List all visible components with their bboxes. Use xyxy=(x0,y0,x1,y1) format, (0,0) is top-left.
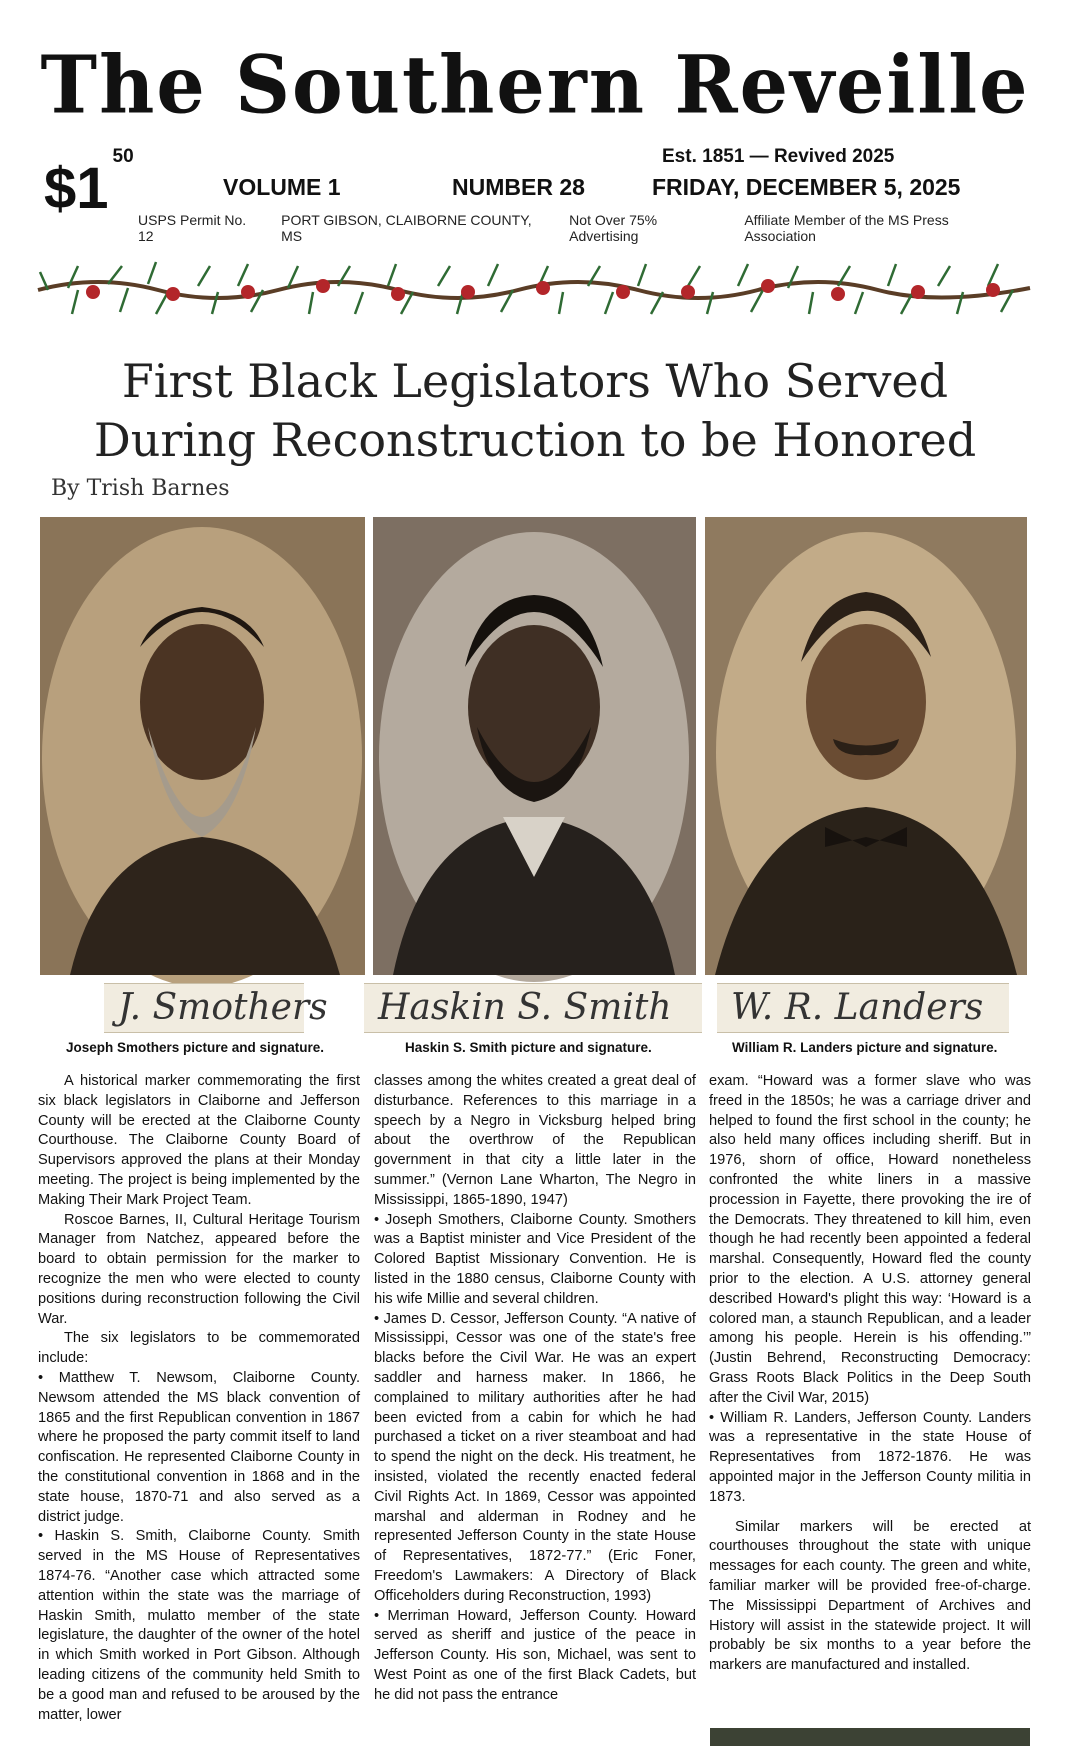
affiliate-text: Affiliate Member of the MS Press Association xyxy=(744,212,949,244)
portrait-smothers xyxy=(40,517,365,975)
paragraph: Similar markers will be erected at courthouses throughout the state with unique messages for each county. The green and white, familiar marker will be provided free-of-charge. The Mississippi Department of Archives and History will assist in the statewide project. It will probably be six months to a year before the markers are manufactured and installed. xyxy=(709,1518,1031,1674)
byline: By Trish Barnes xyxy=(51,476,230,501)
list-item: • Matthew T. Newsom, Claiborne County. Newsom attended the MS black convention of 1865 and the first Republican convention in 1867 where he proposed the party commit itself to land confiscation. He represented Claiborne County in the constitutional convention in 1868 and in the state house, 1870-71 and also served as a district judge. xyxy=(38,1369,360,1525)
headline-line-1: First Black Legislators Who Served xyxy=(121,354,949,408)
advertising-text: Not Over 75% Advertising xyxy=(569,212,658,244)
caption-smothers: Joseph Smothers picture and signature. xyxy=(66,1040,325,1055)
price-dollars: $1 xyxy=(44,156,109,221)
volume: VOLUME 1 xyxy=(223,174,341,200)
paragraph: Roscoe Barnes, II, Cultural Heritage Tourism Manager from Natchez, appeared before the board to obtain permission for the marker to recognize the men who were elected to county positions during reconstruction following the Civil War. xyxy=(38,1211,360,1327)
price xyxy=(44,145,134,221)
list-item: • Haskin S. Smith, Claiborne County. Smith served in the MS House of Representatives 1874-76. “Another case which attracted some attention within the state was the marriage of Haskin Smith, mulatto member of the state legislature, the daughter of the owner of the hotel in which Smith worked in Port Gibson. Although leading citizens of the community held Smith to be a good man and refused to be aroused by the matter, lower xyxy=(38,1528,360,1723)
list-item: • Joseph Smothers, Claiborne County. Smothers was a Baptist minister and Vice President of the Colored Baptist Missionary Convention. He is listed in the 1880 census, Claiborne County with his wife Millie and several children. xyxy=(374,1211,696,1307)
article-column-3 xyxy=(709,1072,1031,1676)
signature-smith: Haskin S. Smith xyxy=(364,983,702,1033)
portrait-landers xyxy=(705,517,1027,975)
portrait-smith xyxy=(373,517,696,975)
issue-date: FRIDAY, DECEMBER 5, 2025 xyxy=(652,174,961,200)
article-column-1 xyxy=(38,1072,360,1725)
masthead-title: The Southern Reveille xyxy=(40,37,1030,132)
location-text: PORT GIBSON, CLAIBORNE COUNTY, MS xyxy=(281,212,532,244)
signature-smothers: J. Smothers xyxy=(104,983,304,1033)
holiday-garland xyxy=(38,250,1030,332)
paragraph: exam. “Howard was a former slave who was freed in the 1850s; he was a carriage driver and helped to found the first school in the county; he also held many offices including sheriff. But in 1976, shorn of office, Howard nonetheless confronted the white liners in a massive procession in Fayette, there provoking the ire of the Democrats. They threatened to kill him, even though he had recently been appointed a federal marshal. Consequently, Howard fled the county prior to the election. A U.S. attorney general described Howard's plight this way: ‘Howard is a colored man, a staunch Republican, and a leader among his people. Herein is his offending.’” (Justin Behrend, Reconstructing Democracy: Grass Roots Black Politics in the Deep South after the Civil War, 2015) xyxy=(709,1073,1031,1406)
headline-line-2: During Reconstruction to be Honored xyxy=(93,413,977,467)
list-item: • James D. Cessor, Jefferson County. “A native of Mississippi, Cessor was one of the state's free blacks before the Civil War. He was an expert saddler and harness maker. In 1866, he complained to military authorities after he had been evicted from a cabin for which he had purchased a ticket on a river steamboat and had to spend the night on the deck. His treatment, he insisted, violated the recently enacted federal Civil Rights Act. In 1869, Cessor was appointed marshal and alderman in Rodney and he represented Jefferson County in the state House of Representatives, 1872-77.” (Eric Foner, Freedom's Lawmakers: A Directory of Black Officeholders during Reconstruction, 1993) xyxy=(374,1310,696,1604)
price-cents: 50 xyxy=(112,145,134,167)
list-item: • William R. Landers, Jefferson County. Landers was a representative in the state House of Representatives from 1872-1876. He was appointed major in the Jefferson County militia in 1873. xyxy=(709,1409,1031,1505)
caption-landers: William R. Landers picture and signature. xyxy=(732,1040,998,1055)
issue-number: NUMBER 28 xyxy=(452,174,585,200)
paragraph: A historical marker commemorating the first six black legislators in Claiborne and Jefferson County will be erected at the Claiborne County Courthouse. The Claiborne County Board of Supervisors approved the plans at their Monday meeting. The project is being implemented by the Making Their Mark Project Team. xyxy=(38,1073,360,1208)
article-column-2 xyxy=(374,1072,696,1706)
established-line: Est. 1851 — Revived 2025 xyxy=(662,146,895,167)
headline xyxy=(40,352,1030,470)
permit-line xyxy=(138,212,1018,244)
signature-landers: W. R. Landers xyxy=(717,983,1009,1033)
list-item: • Merriman Howard, Jefferson County. Howard served as sheriff and justice of the peace in Jefferson County. His son, Michael, was sent to West Point as one of the first Black Cadets, but he did not pass the entrance xyxy=(374,1607,696,1703)
paragraph: The six legislators to be commemorated include: xyxy=(38,1330,360,1367)
paragraph: classes among the whites created a great deal of disturbance. References to this marriage in a speech by a Negro in Vicksburg helped bring about the overthrow of the Republican government in that city a little later in the summer.” (Vernon Lane Wharton, The Negro in Mississippi, 1865-1890, 1947) xyxy=(374,1073,696,1208)
permit-text: USPS Permit No. 12 xyxy=(138,212,247,244)
next-photo-edge xyxy=(710,1728,1030,1746)
caption-smith: Haskin S. Smith picture and signature. xyxy=(405,1040,652,1055)
